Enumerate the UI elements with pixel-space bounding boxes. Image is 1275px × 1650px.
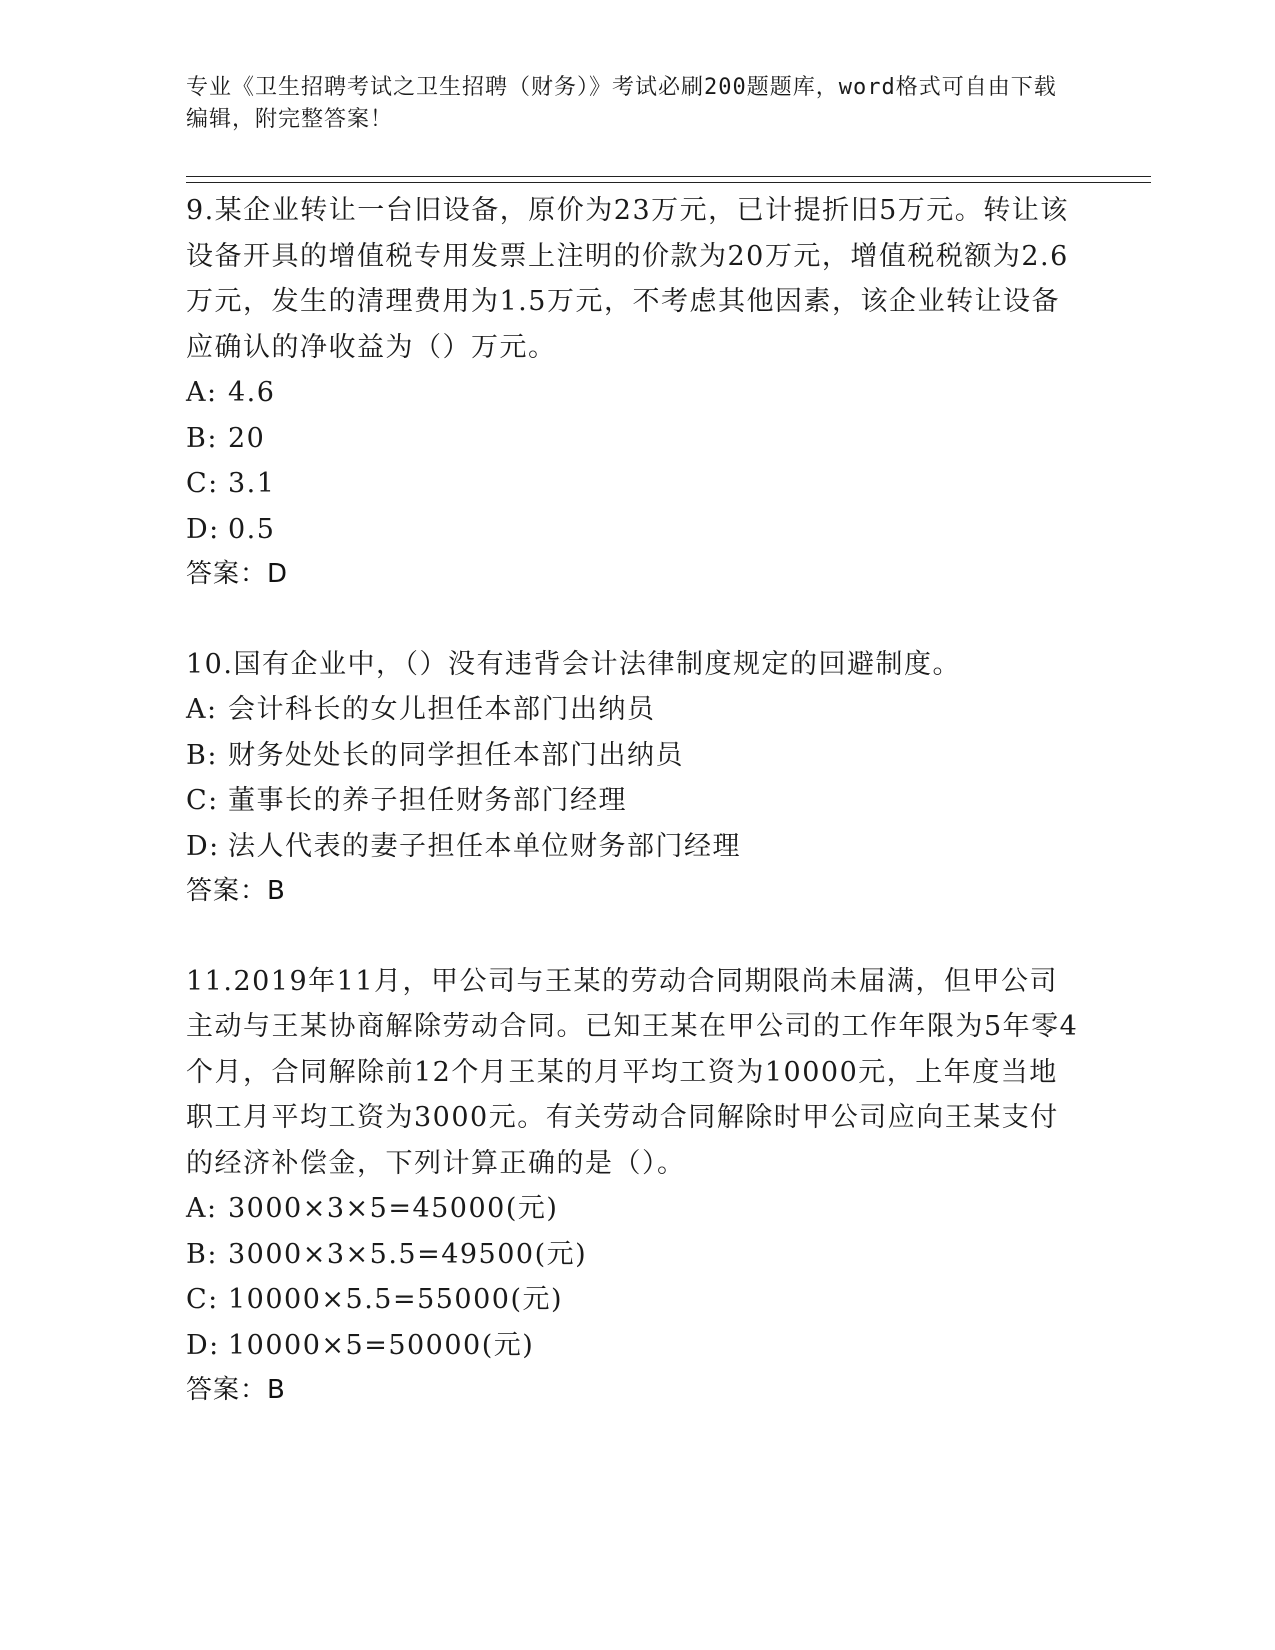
answer-line: 答案：B (186, 1375, 286, 1405)
option-key: D: (186, 513, 220, 545)
option-key: A: (186, 1193, 218, 1224)
option-key: A: (186, 377, 218, 408)
option-text: 20 (228, 422, 266, 454)
answer-line: 答案：B (186, 876, 286, 906)
option-text: 董事长的养子担任财务部门经理 (228, 785, 627, 816)
option-key: D: (186, 830, 220, 862)
option-b (186, 416, 1086, 462)
header-divider-bottom (186, 182, 1151, 183)
option-a (186, 1186, 1086, 1232)
option-key: A: (186, 694, 218, 725)
question-stem: 10.国有企业中，（）没有违背会计法律制度规定的回避制度。 (186, 648, 961, 680)
option-d (186, 507, 1086, 553)
document-header: 专业《卫生招聘考试之卫生招聘（财务）》考试必刷200题题库，word格式可自由下载编辑，附完整答案！ (186, 75, 1057, 132)
option-d (186, 1323, 1086, 1369)
question-11 (186, 959, 1086, 1414)
option-key: B: (186, 1238, 218, 1270)
option-key: C: (186, 468, 219, 499)
answer-line: 答案：D (186, 559, 289, 589)
question-stem: 9.某企业转让一台旧设备，原价为23万元，已计提折旧5万元。转让该设备开具的增值税专用发票上注明的价款为20万元，增值税税额为2.6万元，发生的清理费用为1.5万元，不考虑其他因素，该企业转让设备应确认的净收益为（）万元。 (186, 195, 1069, 363)
question-10 (186, 642, 1086, 915)
option-text: 会计科长的女儿担任本部门出纳员 (228, 694, 656, 725)
option-a (186, 370, 1086, 416)
spacer (186, 915, 1086, 959)
option-c (186, 778, 1086, 824)
option-text: 财务处处长的同学担任本部门出纳员 (228, 739, 684, 771)
question-9 (186, 188, 1086, 598)
option-text: 3000×3×5=45000(元) (228, 1193, 559, 1224)
option-text: 4.6 (228, 377, 276, 408)
option-d (186, 824, 1086, 870)
option-text: 3.1 (228, 468, 276, 499)
option-c (186, 1277, 1086, 1323)
question-stem: 11.2019年11月，甲公司与王某的劳动合同期限尚未届满，但甲公司主动与王某协商解除劳动合同。已知王某在甲公司的工作年限为5年零4个月，合同解除前12个月王某的月平均工资为10000元，上年度当地职工月平均工资为3000元。有关劳动合同解除时甲公司应向王某支付的经济补偿金，下列计算正确的是（）。 (186, 965, 1079, 1179)
option-key: C: (186, 1284, 219, 1315)
question-list (186, 188, 1086, 1414)
option-c (186, 461, 1086, 507)
option-key: C: (186, 785, 219, 816)
option-text: 3000×3×5.5=49500(元) (228, 1238, 588, 1270)
spacer (186, 598, 1086, 642)
option-key: B: (186, 739, 218, 771)
option-text: 10000×5.5=55000(元) (228, 1284, 564, 1315)
option-b (186, 1232, 1086, 1278)
option-a (186, 687, 1086, 733)
option-b (186, 733, 1086, 779)
option-text: 10000×5=50000(元) (228, 1329, 535, 1361)
header-divider-top (186, 176, 1151, 177)
option-key: B: (186, 422, 218, 454)
option-text: 0.5 (228, 513, 276, 545)
option-key: D: (186, 1329, 220, 1361)
option-text: 法人代表的妻子担任本单位财务部门经理 (228, 830, 741, 862)
